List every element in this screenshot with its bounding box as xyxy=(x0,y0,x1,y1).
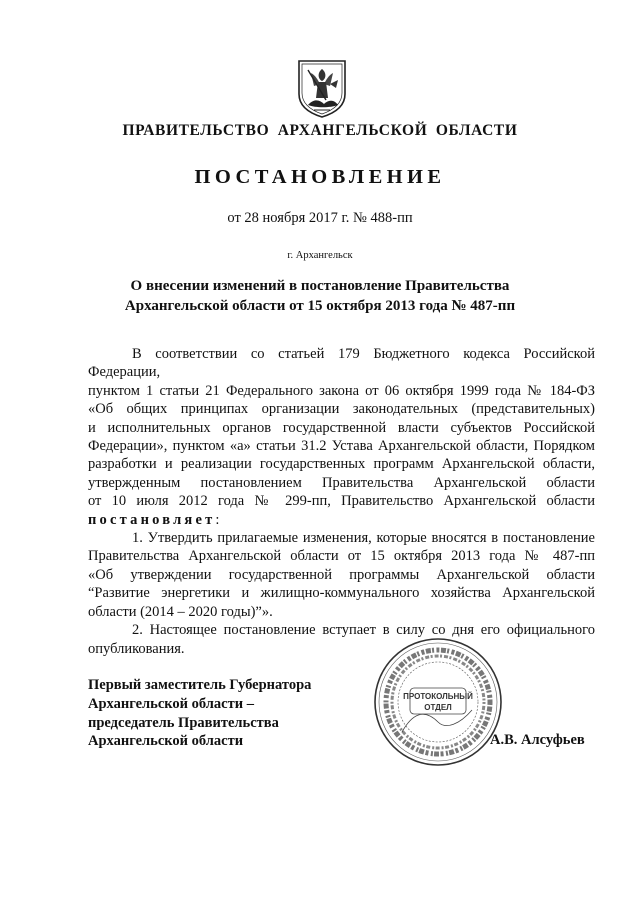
resolves-colon: : xyxy=(215,511,220,528)
document-title xyxy=(60,276,580,316)
body-line: от 10 июля 2012 года № 299-пп, Правительство Архангельской области xyxy=(88,493,595,510)
title-line: О внесении изменений в постановление Правительства xyxy=(130,278,510,294)
body-line: «Об утверждении государственной программы Архангельской области xyxy=(88,566,595,583)
government-name: ПРАВИТЕЛЬСТВО АРХАНГЕЛЬСКОЙ ОБЛАСТИ xyxy=(122,122,518,139)
signer-line: Архангельской области xyxy=(88,733,244,750)
body-line: разработки и реализации государственных программ Архангельской области, xyxy=(88,456,595,473)
body-line: Федерации», пунктом «а» статьи 31.2 Устава Архангельской области, Порядком xyxy=(88,438,595,455)
document-place: г. Архангельск xyxy=(287,250,353,261)
body-line: опубликования. xyxy=(88,640,185,657)
signer-line: Архангельской области – xyxy=(88,695,254,712)
body-line: области (2014 – 2020 годы)”». xyxy=(88,603,273,620)
resolves-word: постановляет xyxy=(88,511,216,528)
title-line: Архангельской области от 15 октября 2013 года № 487-пп xyxy=(124,298,516,314)
body-line: утвержденным постановлением Правительства Архангельской области xyxy=(88,474,595,491)
stamp-text: ПРОТОКОЛЬНЫЙ xyxy=(403,692,473,701)
document-type: ПОСТАНОВЛЕНИЕ xyxy=(194,166,446,188)
coat-of-arms-icon xyxy=(296,58,348,120)
body-line: Правительства Архангельской области от 15 октября 2013 года № 487-пп xyxy=(88,548,595,565)
body-line: и исполнительных органов государственной власти субъектов Российской xyxy=(88,419,595,436)
signer-position xyxy=(88,676,348,751)
body-line: «Об общих принципах организации законодательных (представительных) xyxy=(88,401,595,418)
body-line: “Развитие энергетики и жилищно-коммунального хозяйства Архангельской xyxy=(88,585,595,602)
resolves-line xyxy=(88,511,595,529)
body-line: пунктом 1 статьи 21 Федерального закона от 06 октября 1999 года № 184-ФЗ xyxy=(88,382,595,399)
body-line: В соответствии со статьей 179 Бюджетного кодекса Российской Федерации, xyxy=(88,346,595,381)
signer-line: Первый заместитель Губернатора xyxy=(88,677,312,693)
document-date-number: от 28 ноября 2017 г. № 488-пп xyxy=(227,210,413,226)
stamp-text: ОТДЕЛ xyxy=(424,703,452,712)
body-line: 2. Настоящее постановление вступает в силу со дня его официального xyxy=(132,622,595,639)
official-stamp xyxy=(372,636,504,768)
document-body xyxy=(88,345,595,658)
signer-line: председатель Правительства xyxy=(88,714,279,731)
signer-name: А.В. Алсуфьев xyxy=(490,732,585,748)
body-line: 1. Утвердить прилагаемые изменения, которые вносятся в постановление xyxy=(132,530,595,547)
